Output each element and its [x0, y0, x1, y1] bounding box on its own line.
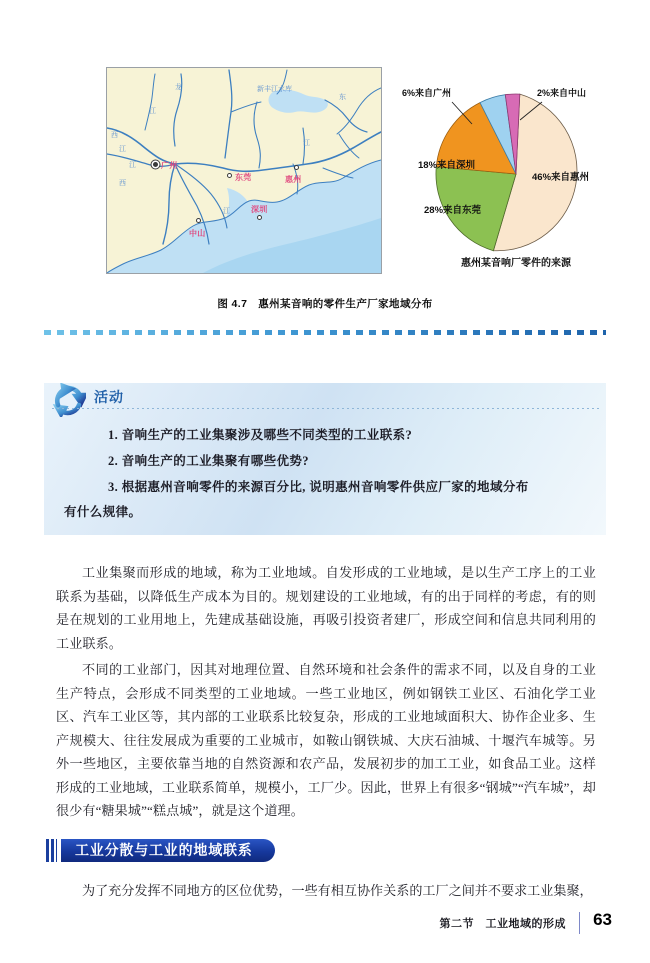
body-paragraph-2: 不同的工业部门，因其对地理位置、自然环境和社会条件的需求不同，以及自身的工业生产特点，会形成不同类型的工业地域。一些工业地区，例如钢铁工业区、石油化学工业区、汽车工业区等，其内部的工业联系比较复杂，形成的工业地域面积大、协作企业多、生产规模大、往往发展成为重要的工业城市，如鞍山钢铁城、大庆石油城、十堰汽车城等。另外一些地区，主要依靠当地的自然资源和农产品，发展初步的加工工业，如食品工业。这样形成的工业地域，工业联系简单，规模小，工厂少。因此，世界上有很多“钢城”“汽车城”，却很少有“糖果城”“糕点城”，就是这个道理。	[56, 662, 596, 819]
section-title-pill	[61, 839, 275, 862]
map-annotation-reservoir: 新丰江水库	[257, 86, 292, 93]
section-accent-bars	[46, 839, 57, 862]
map-label-guangzhou: 广州	[161, 161, 178, 170]
activity-divider	[52, 408, 600, 409]
footer-section-name: 第二节 工业地域的形成	[439, 918, 566, 930]
figure-block	[0, 0, 650, 310]
map-annotation-jiang-2: 江	[119, 146, 126, 153]
map-label-huizhou: 惠州	[285, 175, 302, 184]
pie-label-dongguan: 28%来自东莞	[424, 205, 482, 216]
map-dot-guangzhou	[153, 162, 158, 167]
activity-box	[44, 383, 606, 535]
map-annotation-jiang-3: 江	[129, 162, 136, 169]
activity-question-2: 2. 音响生产的工业集聚有哪些优势?	[108, 454, 309, 468]
activity-question-1: 1. 音响生产的工业集聚涉及哪些不同类型的工业联系?	[108, 428, 413, 442]
map-annotation-dong: 东	[339, 94, 346, 101]
pie-chart	[392, 86, 640, 286]
map-dot-dongguan	[227, 173, 232, 178]
dashed-divider	[44, 330, 606, 335]
pie-chart-graphic	[392, 86, 640, 256]
map-annotation-long: 龙	[175, 84, 182, 91]
activity-title: 活动	[94, 389, 124, 405]
pie-chart-caption: 惠州某音响厂零件的来源	[461, 258, 571, 269]
map-dot-zhongshan	[196, 218, 201, 223]
map-annotation-xi-2: 西	[119, 180, 126, 187]
pearl-river-delta-map	[106, 67, 382, 274]
pie-callout-guangzhou: 6%来自广州	[402, 88, 452, 98]
pie-callout-zhongshan: 2%来自中山	[537, 88, 587, 98]
footer-divider	[579, 912, 580, 934]
map-label-zhongshan: 中山	[189, 229, 206, 238]
section-title-text: 工业分散与工业的地域联系	[75, 842, 253, 858]
pie-label-shenzhen: 18%来自深圳	[418, 160, 476, 171]
activity-question-3-cont: 有什么规律。	[64, 505, 142, 519]
body-paragraph-3: 为了充分发挥不同地方的区位优势，一些有相互协作关系的工厂之间并不要求工业集聚，	[82, 883, 593, 899]
figure-caption: 图 4.7 惠州某音响的零件生产厂家地域分布	[217, 298, 433, 310]
body-paragraph-1: 工业集聚而形成的地域，称为工业地域。自发形成的工业地域，是以生产工序上的工业联系为基础，以降低生产成本为目的。规划建设的工业地域，有的出于同样的考虑，有的则是在规划的工业用地上，先建成基础设施，再吸引投资者建厂，形成空间和信息共同利用的工业联系。	[56, 565, 596, 651]
activity-header	[44, 383, 606, 417]
map-label-dongguan: 东莞	[235, 173, 252, 182]
map-annotation-jiang-5: 江	[303, 140, 310, 147]
map-annotation-jiang-1: 江	[149, 108, 156, 115]
map-dot-shenzhen	[257, 215, 262, 220]
page-number: 63	[593, 910, 612, 929]
map-dot-huizhou	[294, 165, 299, 170]
refresh-cycle-icon	[52, 383, 86, 417]
section-heading	[46, 838, 275, 862]
map-label-shenzhen: 深圳	[251, 205, 268, 214]
activity-question-3: 3. 根据惠州音响零件的来源百分比, 说明惠州音响零件供应厂家的地域分布	[108, 480, 529, 494]
map-annotation-xi-1: 西	[111, 132, 118, 139]
page-footer	[0, 910, 650, 942]
pie-label-huizhou: 46%来自惠州	[532, 172, 590, 183]
map-annotation-jiang-4: 江	[223, 208, 230, 215]
